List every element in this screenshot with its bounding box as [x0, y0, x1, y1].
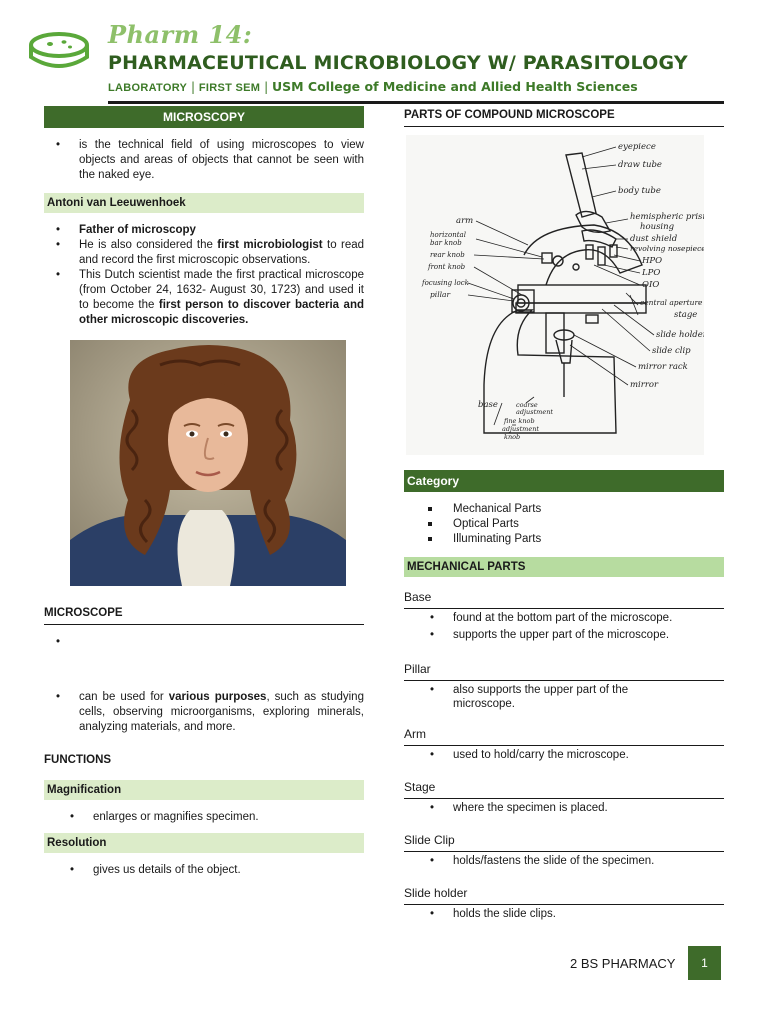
list-item-empty [44, 635, 364, 650]
separator: | [191, 80, 196, 94]
list-item: • used to hold/carry the microscope. [404, 748, 724, 762]
part-stage [404, 780, 724, 815]
part-name: Stage [404, 780, 724, 799]
label-focusing-lock: focusing lock [422, 279, 469, 287]
list-item: • supports the upper part of the microscope. [404, 628, 724, 642]
label-housing: housing [640, 222, 675, 232]
label-stage: stage [674, 310, 698, 320]
label-body-tube: body tube [618, 186, 661, 196]
resolution-list [44, 863, 364, 877]
page-number: 1 [688, 946, 721, 980]
part-name: Base [404, 590, 724, 609]
list-item: • Father of microscopy [44, 223, 364, 238]
part-slide-clip [404, 833, 724, 868]
sem-label: FIRST SEM [198, 82, 261, 94]
label-draw-tube: draw tube [618, 160, 662, 170]
label-adjustment-2: adjustment [502, 425, 539, 433]
functions-heading: FUNCTIONS [44, 754, 112, 766]
microscopy-list [44, 138, 364, 183]
part-bullets [404, 907, 724, 921]
part-slide-holder [404, 886, 724, 921]
mechanical-heading: MECHANICAL PARTS [404, 557, 724, 577]
label-adjustment: adjustment [516, 408, 553, 416]
list-item: • found at the bottom part of the microscope. [404, 611, 724, 625]
label-mirror-rack: mirror rack [638, 362, 688, 372]
leeuwenhoek-list [44, 223, 364, 328]
label-horizontal: horizontal [430, 231, 466, 239]
category-heading: Category [404, 470, 724, 492]
school-label: USM College of Medicine and Allied Health Sciences [271, 79, 638, 94]
list-item: Illuminating Parts [404, 532, 724, 547]
label-bar-knob: bar knob [430, 239, 462, 247]
list-item: • holds/fastens the slide of the specimen. [404, 854, 724, 868]
label-hpo: HPO [642, 256, 663, 266]
label-pillar: pillar [430, 290, 451, 299]
resolution-heading: Resolution [44, 833, 364, 853]
list-item: Mechanical Parts [404, 502, 724, 517]
list-item: • where the specimen is placed. [404, 801, 724, 815]
label-eyepiece: eyepiece [618, 142, 656, 152]
leeuwenhoek-portrait [70, 340, 346, 586]
label-lpo: LPO [642, 268, 661, 278]
label-slide-holder: slide holder [656, 330, 704, 340]
label-oio: OIO [642, 280, 660, 290]
list-item: • enlarges or magnifies specimen. [44, 810, 364, 824]
label-central-aperture: central aperture [640, 298, 703, 307]
label-knob: knob [504, 433, 521, 441]
list-item: • also supports the upper part of the microscope. [404, 683, 684, 711]
course-code: Pharm 14: [108, 20, 253, 49]
lab-label: LABORATORY [108, 82, 188, 94]
label-mirror: mirror [630, 380, 659, 390]
label-arm: arm [456, 216, 474, 226]
label-slide-clip: slide clip [652, 346, 691, 356]
part-name: Arm [404, 727, 724, 746]
part-name: Pillar [404, 662, 724, 681]
left-column [44, 106, 364, 877]
footer-label: 2 BS PHARMACY [570, 956, 676, 971]
microscopy-heading: MICROSCOPY [44, 106, 364, 128]
part-base [404, 590, 724, 642]
part-bullets [404, 801, 724, 815]
label-dust-shield: dust shield [630, 234, 678, 244]
course-title: PHARMACEUTICAL MICROBIOLOGY W/ PARASITOLOGY [108, 52, 688, 74]
magnification-list [44, 810, 364, 824]
part-pillar [404, 662, 724, 711]
label-revolving: revolving nosepiece [630, 244, 704, 253]
list-item: • This Dutch scientist made the first practical microscope (from October 24, 1632- August 30, 1723) and used it to become the first person to discover bacteria and other microscopic discoveries. [44, 268, 364, 328]
label-coarse: coarse [516, 401, 538, 409]
microscope-list [44, 635, 364, 735]
list-item: • holds the slide clips. [404, 907, 724, 921]
part-name: Slide Clip [404, 833, 724, 852]
label-base: base [478, 400, 498, 410]
part-name: Slide holder [404, 886, 724, 905]
list-item: • is the technical field of using microscopes to view objects and areas of objects that cannot be seen with the naked eye. [44, 138, 364, 183]
part-bullets [404, 854, 724, 868]
list-item: Optical Parts [404, 517, 724, 532]
parts-heading: PARTS OF COMPOUND MICROSCOPE [404, 106, 724, 127]
label-front-knob: front knob [428, 263, 466, 271]
course-logo [28, 30, 90, 72]
label-rear-knob: rear knob [430, 251, 465, 259]
right-column [404, 106, 724, 921]
microscope-diagram [406, 135, 704, 455]
label-fine-knob: fine knob [504, 417, 535, 425]
separator: | [264, 80, 269, 94]
category-list [404, 502, 724, 547]
part-bullets [404, 611, 724, 642]
list-item: • gives us details of the object. [44, 863, 364, 877]
magnification-heading: Magnification [44, 780, 364, 800]
label-hemispheric: hemispheric prism [630, 212, 704, 222]
list-item: • He is also considered the first microbiologist to read and record the first microscopic observations. [44, 238, 364, 268]
part-bullets [404, 748, 724, 762]
part-bullets [404, 683, 684, 711]
microscope-heading: MICROSCOPE [44, 607, 364, 625]
leeuwenhoek-heading: Antoni van Leeuwenhoek [44, 193, 364, 213]
header-rule [108, 101, 724, 104]
course-subtitle [108, 79, 638, 94]
list-item: • can be used for various purposes, such as studying cells, observing microorganisms, exploring minerals, analyzing materials, and more. [44, 690, 364, 735]
part-arm [404, 727, 724, 762]
